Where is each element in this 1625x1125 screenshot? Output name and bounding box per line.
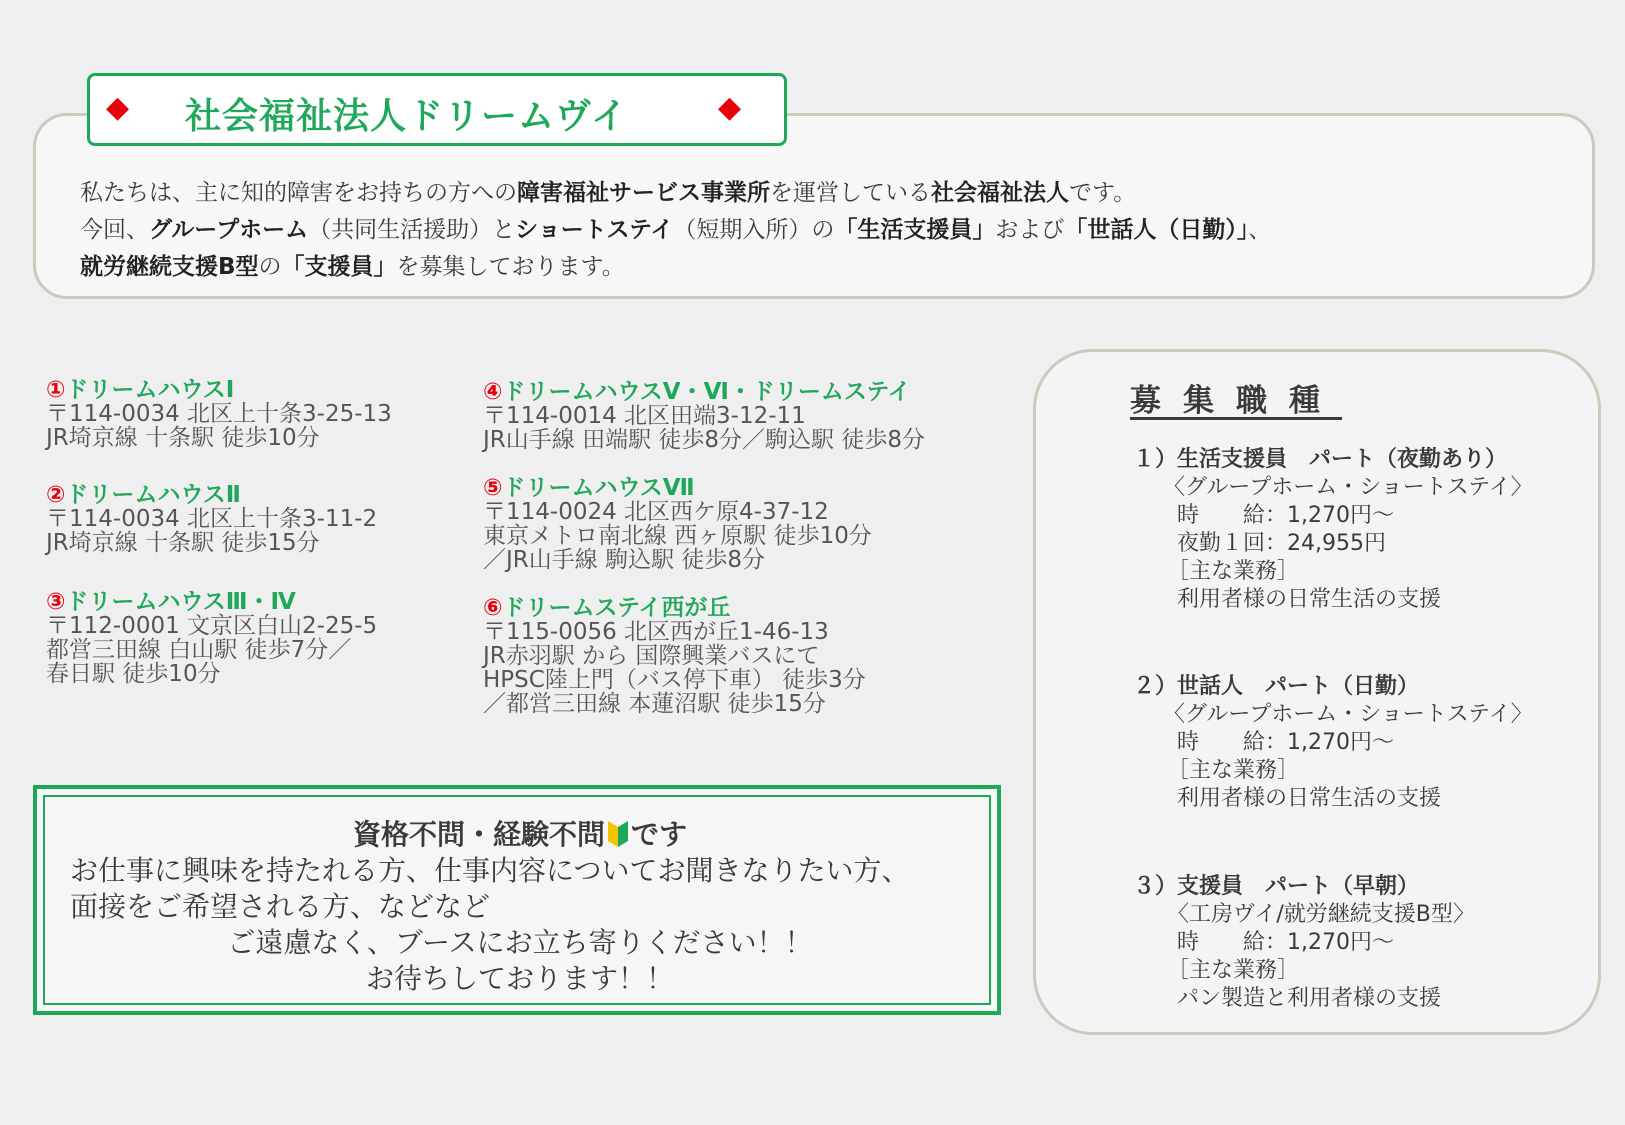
facility-1: ①ドリームハウスⅠ 〒114-0034 北区上十条3-25-13 JR埼京線 十条駅 徒歩10分 (46, 377, 392, 451)
notice-headline: 資格不問・経験不問 です (352, 818, 688, 851)
notice-line-2: お仕事に興味を持たれる方、仕事内容についてお聞きなりたい方、 (70, 854, 910, 887)
diamond-icon-left: ◆ (106, 90, 130, 125)
notice-line-5: お待ちしております！！ (365, 962, 674, 995)
facility-4: ④ドリームハウスⅤ・Ⅵ・ドリームステイ 〒114-0014 北区田端3-12-11 JR山手線 田端駅 徒歩8分／駒込駅 徒歩8分 (483, 379, 925, 453)
facility-2: ②ドリームハウスⅡ 〒114-0034 北区上十条3-11-2 JR埼京線 十条駅 徒歩15分 (46, 482, 378, 556)
facility-6: ⑥ドリームステイ西が丘 〒115-0056 北区西が丘1-46-13 JR赤羽駅 から 国際興業バスにて HPSC陸上門（バス停下車） 徒歩3分 ／都営三田線 本蓮沼駅 徒歩15分 (483, 595, 866, 717)
job-item-1: １）生活支援員 パート（夜勤あり） 〈グループホーム・ショートステイ〉 時 給：1,270円～ 夜勤１回：24,955円 ［主な業務］ 利用者様の日常生活の支援 (1133, 447, 1533, 612)
job-item-3: ３）支援員 パート（早朝） 〈工房ヴイ/就労継続支援B型〉 時 給：1,270円～ ［主な業務］ パン製造と利用者様の支援 (1133, 874, 1475, 1011)
notice-line-4: ご遠慮なく、ブースにお立ち寄りください！！ (227, 926, 813, 959)
intro-line-1: 私たちは、主に知的障害をお持ちの方への障害福祉サービス事業所を運営している社会福祉法人です。 (80, 180, 1137, 206)
intro-text (80, 175, 1560, 286)
diamond-icon-right: ◆ (718, 90, 742, 125)
title-box (87, 73, 787, 146)
facility-3: ③ドリームハウスⅢ・Ⅳ 〒112-0001 文京区白山2-25-5 都営三田線 白山駅 徒歩7分／ 春日駅 徒歩10分 (46, 589, 378, 687)
intro-line-3: 就労継続支援B型の「支援員」を募集しております。 (80, 254, 625, 280)
beginner-mark-icon (607, 819, 629, 849)
facility-5: ⑤ドリームハウスⅦ 〒114-0024 北区西ケ原4-37-12 東京メトロ南北線 西ヶ原駅 徒歩10分 ／JR山手線 駒込駅 徒歩8分 (483, 475, 872, 573)
intro-line-2: 今回、グループホーム（共同生活援助）とショートステイ（短期入所）の「生活支援員」および「世話人（日勤）」、 (80, 217, 1272, 243)
notice-text (60, 817, 980, 997)
page-title: 社会福祉法人ドリームヴイ (185, 96, 628, 137)
job-item-2: ２）世話人 パート（日勤） 〈グループホーム・ショートステイ〉 時 給：1,270円～ ［主な業務］ 利用者様の日常生活の支援 (1133, 674, 1533, 811)
job-types-heading: 募集職種 (1130, 383, 1342, 419)
notice-line-3: 面接をご希望される方、などなど (70, 890, 491, 923)
